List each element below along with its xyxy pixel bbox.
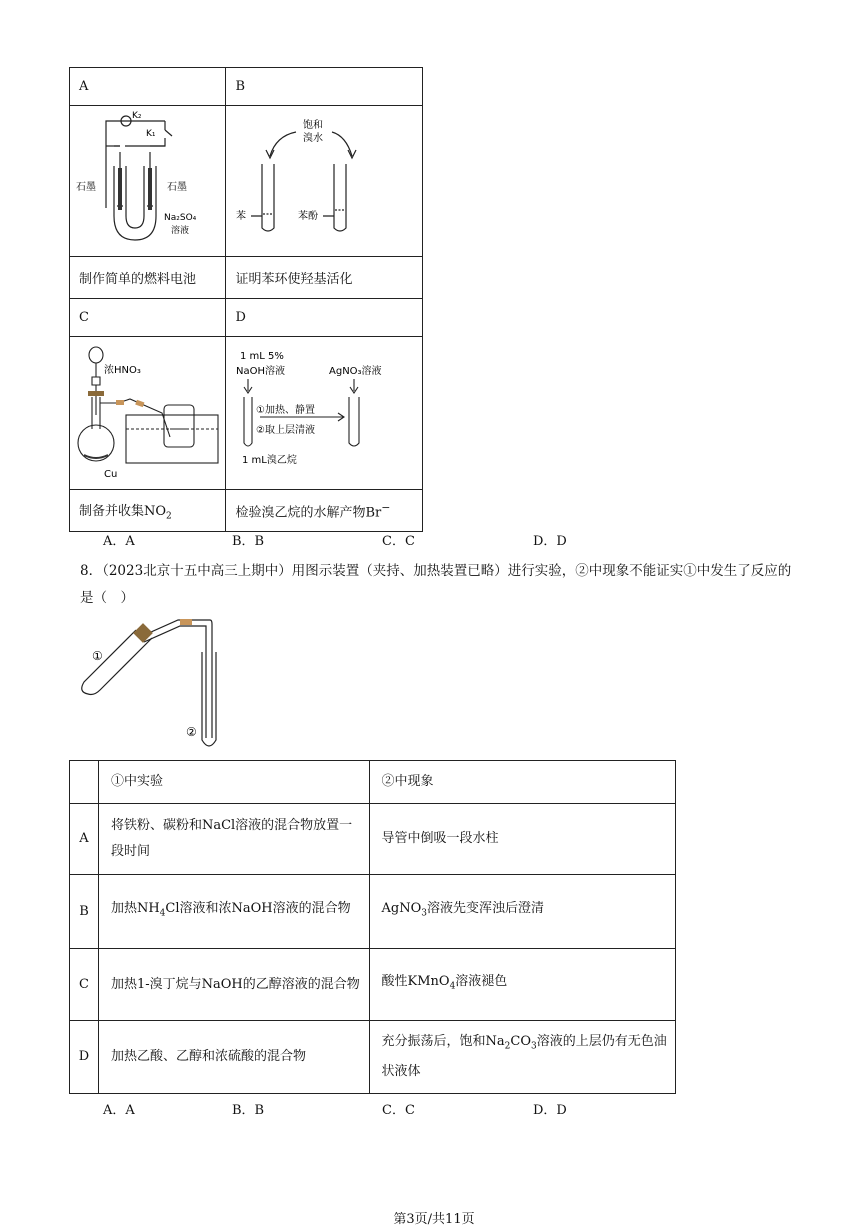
k2-label: K₂ bbox=[132, 111, 142, 121]
step-1-label: ①加热、静置 bbox=[256, 405, 316, 416]
right-electrode-label: 石墨 bbox=[167, 182, 187, 193]
row-d-letter: D bbox=[70, 1021, 99, 1094]
figure-c-no2 bbox=[70, 337, 226, 490]
left-electrode-label: 石墨 bbox=[76, 182, 96, 193]
answer-options-q7 bbox=[0, 530, 868, 550]
row-c-phenomenon: 酸性KMnO$_4$溶液褪色 bbox=[369, 949, 676, 1021]
caption-a: 制作简单的燃料电池 bbox=[70, 257, 226, 299]
row-c-letter: C bbox=[70, 949, 99, 1021]
header-experiment: ①中实验 bbox=[98, 761, 369, 804]
option-d[interactable]: D．D bbox=[533, 1103, 567, 1118]
fuel-cell-diagram bbox=[70, 106, 225, 252]
option-a[interactable]: A．A bbox=[103, 1103, 135, 1118]
option-b[interactable]: B．B bbox=[232, 1103, 265, 1118]
page-footer: 第3页/共11页 bbox=[393, 1212, 475, 1227]
header-blank bbox=[70, 761, 99, 804]
q8-apparatus-diagram bbox=[78, 612, 238, 752]
phenol-label: 苯酚 bbox=[298, 211, 319, 222]
header-phenomenon: ②中现象 bbox=[369, 761, 676, 804]
option-c[interactable]: C．C bbox=[382, 1103, 415, 1118]
row-b-experiment: 加热$NH_4Cl$溶液和浓NaOH溶液的混合物 bbox=[98, 875, 369, 949]
cell-letter-b: B bbox=[226, 68, 423, 106]
acid-label: 浓HNO₃ bbox=[104, 365, 141, 376]
no2-apparatus-diagram bbox=[70, 337, 225, 485]
reagent-label-1: 1 mL 5% bbox=[240, 351, 285, 362]
bottom-label: 1 mL溴乙烷 bbox=[242, 455, 298, 466]
caption-d: 检验溴乙烷的水解产物Br− bbox=[226, 490, 423, 532]
solution-label-2: 溶液 bbox=[171, 226, 190, 236]
step-2-label: ②取上层清液 bbox=[256, 425, 316, 436]
options-table-q7 bbox=[69, 67, 423, 532]
caption-b: 证明苯环使羟基活化 bbox=[226, 257, 423, 299]
bromoethane-diagram bbox=[226, 337, 421, 485]
figure-b-bromine-water bbox=[226, 106, 423, 257]
copper-label: Cu bbox=[104, 469, 118, 480]
figure-a-fuel-cell bbox=[70, 106, 226, 257]
row-a-experiment: 将铁粉、碳粉和NaCl溶液的混合物放置一段时间 bbox=[98, 804, 369, 875]
benzene-label: 苯 bbox=[236, 211, 247, 222]
row-b-letter: B bbox=[70, 875, 99, 949]
bromine-label-2: 溴水 bbox=[303, 133, 324, 144]
option-a[interactable]: A．A bbox=[103, 534, 135, 549]
option-c[interactable]: C．C bbox=[382, 534, 415, 549]
figure-d-bromoethane bbox=[226, 337, 423, 490]
question-8-text: 8．（2023北京十五中高三上期中）用图示装置（夹持、加热装置已略）进行实验，②中现象不能证实①中发生了反应的是（ ） bbox=[80, 563, 792, 606]
solution-label-1: Na₂SO₄ bbox=[164, 213, 197, 223]
row-c-experiment: 加热1-溴丁烷与NaOH的乙醇溶液的混合物 bbox=[98, 949, 369, 1021]
row-d-phenomenon: 充分振荡后，饱和$Na_2CO_3$溶液的上层仍有无色油状液体 bbox=[369, 1021, 676, 1094]
options-table-q8 bbox=[69, 760, 676, 1094]
k1-label: K₁ bbox=[146, 129, 156, 139]
option-b[interactable]: B．B bbox=[232, 534, 265, 549]
cell-letter-a: A bbox=[70, 68, 226, 106]
figure-label-1: ① bbox=[92, 649, 103, 663]
bromine-water-diagram bbox=[226, 106, 421, 252]
row-b-phenomenon: AgNO$_3$溶液先变浑浊后澄清 bbox=[369, 875, 676, 949]
bromine-label-1: 饱和 bbox=[303, 120, 324, 131]
cell-letter-c: C bbox=[70, 299, 226, 337]
row-a-phenomenon: 导管中倒吸一段水柱 bbox=[369, 804, 676, 875]
cell-letter-d: D bbox=[226, 299, 423, 337]
row-d-experiment: 加热乙酸、乙醇和浓硫酸的混合物 bbox=[98, 1021, 369, 1094]
reagent-label-2: NaOH溶液 bbox=[236, 366, 286, 377]
row-a-letter: A bbox=[70, 804, 99, 875]
option-d[interactable]: D．D bbox=[533, 534, 567, 549]
reagent-label-3: AgNO₃溶液 bbox=[329, 366, 382, 377]
answer-options-q8 bbox=[0, 1099, 868, 1119]
caption-c: 制备并收集$NO_2$ bbox=[70, 490, 226, 532]
figure-label-2: ② bbox=[186, 725, 197, 739]
